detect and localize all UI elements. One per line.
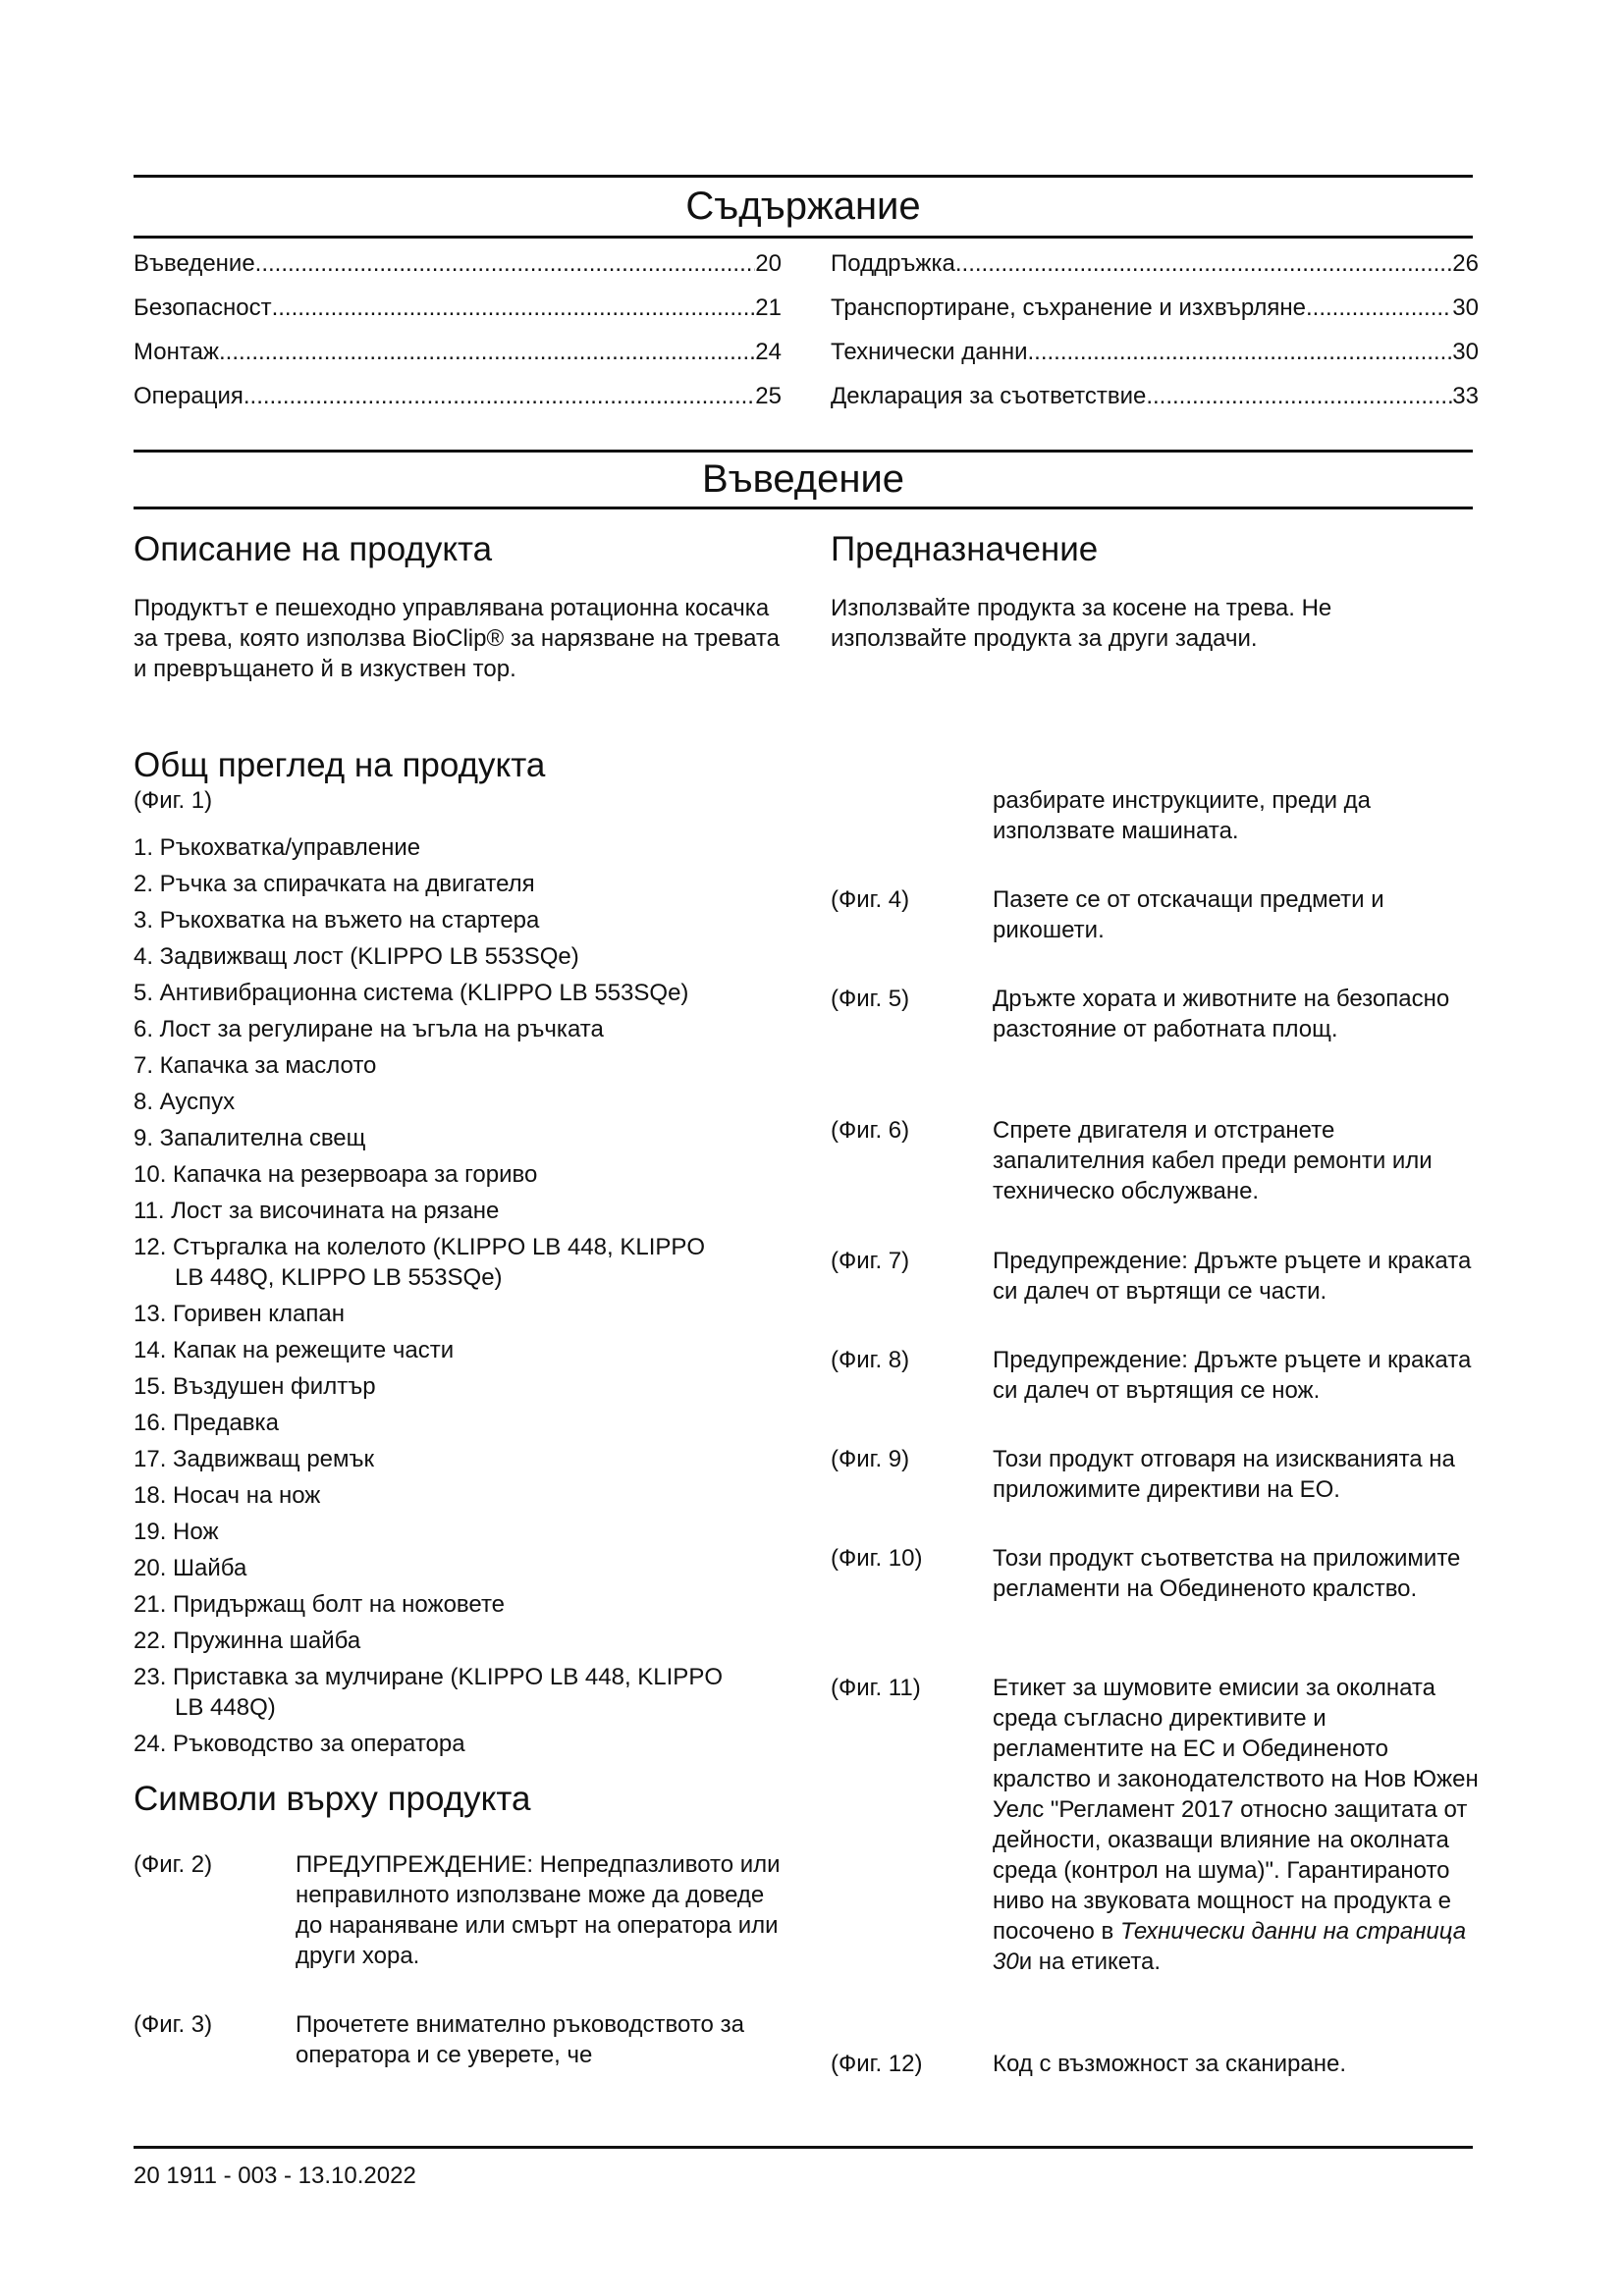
figure-ref: (Фиг. 9) <box>831 1446 910 1472</box>
intro-rule-top <box>134 450 1473 453</box>
toc-title-rule <box>134 236 1473 239</box>
toc-entry-page: 33 <box>1452 383 1479 409</box>
toc-entry[interactable] <box>831 249 1479 294</box>
toc-entry-label: Монтаж <box>134 339 219 365</box>
symbol-description: Предупреждение: Дръжте ръцете и краката си далеч от въртящи се части. <box>993 1248 1472 1305</box>
list-item: 4. Задвижващ лост (KLIPPO LB 553SQe) <box>134 943 579 970</box>
figure-ref: (Фиг. 6) <box>831 1117 910 1144</box>
symbol-entry <box>134 1849 782 1971</box>
list-item: 22. Пружинна шайба <box>134 1628 361 1654</box>
list-item: 5. Антивибрационна система (KLIPPO LB 553SQe) <box>134 980 689 1006</box>
footer-rule <box>134 2146 1473 2149</box>
toc-entry[interactable] <box>831 338 1479 382</box>
list-item: 21. Придържащ болт на ножовете <box>134 1591 506 1618</box>
figure-ref: (Фиг. 4) <box>831 886 910 913</box>
symbol-entry <box>134 2009 782 2070</box>
list-item: 2. Ръчка за спирачката на двигателя <box>134 871 535 897</box>
symbol-description: Прочетете внимателно ръководството за оператора и се уверете, че <box>296 2011 744 2068</box>
toc-entry-label: Въведение <box>134 250 255 277</box>
toc-entry[interactable] <box>134 338 782 382</box>
list-item: 13. Горивен клапан <box>134 1301 345 1327</box>
symbol-entry <box>831 984 1479 1044</box>
page-footer: 20 1911 - 003 - 13.10.2022 <box>134 2163 416 2189</box>
symbol-entry <box>831 2049 1479 2079</box>
symbol-description: Дръжте хората и животните на безопасно разстояние от работната площ. <box>993 986 1450 1042</box>
toc-leader <box>255 249 756 279</box>
symbol-description: Този продукт отговаря на изискванията на приложимите директиви на ЕО. <box>993 1446 1455 1503</box>
list-item: 6. Лост за регулиране на ъгъла на ръчката <box>134 1016 604 1042</box>
toc-entry[interactable] <box>134 294 782 338</box>
intro-title: Въведение <box>701 457 905 501</box>
toc-entry-label: Безопасност <box>134 294 272 321</box>
toc-leader <box>1306 294 1452 323</box>
description-text: Продуктът е пешеходно управлявана ротационна косачка за трева, която използва BioClip® за нарязване на тревата и превръщането й в изкуствен тор. <box>134 595 780 682</box>
toc-entry-page: 25 <box>755 383 782 409</box>
symbol-description: Този продукт съответства на приложимите регламенти на Обединеното кралство. <box>993 1545 1461 1602</box>
toc-entry-page: 30 <box>1452 294 1479 321</box>
toc-leader <box>219 338 755 367</box>
symbol-description: разбирате инструкциите, преди да използвате машината. <box>993 787 1372 844</box>
figure-ref: (Фиг. 7) <box>831 1248 910 1274</box>
symbol-entry <box>831 1115 1479 1206</box>
toc-leader <box>955 249 1452 279</box>
figure-ref: (Фиг. 8) <box>831 1347 910 1373</box>
overview-heading: Общ преглед на продукта <box>134 746 546 784</box>
toc-entry[interactable] <box>134 382 782 426</box>
list-item: 17. Задвижващ ремък <box>134 1446 375 1472</box>
symbol-entry <box>831 884 1479 945</box>
figure-ref: (Фиг. 12) <box>831 2051 923 2077</box>
intro-rule-bottom <box>134 507 1473 509</box>
description-heading: Описание на продукта <box>134 530 493 568</box>
cross-reference-link[interactable]: Технически данни на страница 30 <box>993 1918 1467 1975</box>
toc-leader <box>1146 382 1452 411</box>
toc-entry-label: Операция <box>134 383 244 409</box>
symbol-description: Етикет за шумовите емисии за околната среда съгласно директивите и регламентите на ЕС и Обединеното кралство и законодателството на Нов Южен Уелс "Регламент 2017 относно защитата от дейности, оказващи влияние на околната среда (контрол на шума)". Гарантираното ниво на звуковата мощност на продукта е посочено в Технически данни на страница 30и на етикета. <box>993 1675 1479 1975</box>
list-item: 11. Лост за височината на рязане <box>134 1198 500 1224</box>
toc-entry-page: 30 <box>1452 339 1479 365</box>
toc-leader <box>1027 338 1452 367</box>
list-item: 3. Ръкохватка на въжето на стартера <box>134 907 540 934</box>
toc-title: Съдържание <box>685 185 921 228</box>
figure-ref: (Фиг. 11) <box>831 1675 921 1701</box>
figure-ref: (Фиг. 10) <box>831 1545 923 1572</box>
toc-left-column <box>134 249 782 426</box>
list-item: 15. Въздушен филтър <box>134 1373 376 1400</box>
figure-ref: (Фиг. 3) <box>134 2011 213 2038</box>
list-item: 10. Капачка на резервоара за гориво <box>134 1161 538 1188</box>
overview-list <box>134 832 782 1765</box>
symbol-entry <box>831 1345 1479 1406</box>
list-item: 7. Капачка за маслото <box>134 1052 377 1079</box>
toc-entry-label: Транспортиране, съхранение и изхвърляне <box>831 294 1306 321</box>
symbol-description: Предупреждение: Дръжте ръцете и краката си далеч от въртящия се нож. <box>993 1347 1472 1404</box>
symbol-entry <box>831 1673 1479 1977</box>
list-item: 20. Шайба <box>134 1555 247 1581</box>
toc-entry[interactable] <box>134 249 782 294</box>
toc-entry-label: Поддръжка <box>831 250 955 277</box>
list-item: 24. Ръководство за оператора <box>134 1731 465 1757</box>
symbol-entry <box>831 1246 1479 1307</box>
symbol-description: ПРЕДУПРЕЖДЕНИЕ: Непредпазливото или неправилното използване може да доведе до нараняване или смърт на оператора или други хора. <box>296 1851 781 1969</box>
list-item: 23. Приставка за мулчиране (KLIPPO LB 448, KLIPPO LB 448Q) <box>134 1664 723 1721</box>
list-item: 1. Ръкохватка/управление <box>134 834 421 861</box>
symbol-entry <box>831 1543 1479 1604</box>
list-item: 14. Капак на режещите части <box>134 1337 455 1363</box>
figure-ref: (Фиг. 5) <box>831 986 910 1012</box>
toc-entry-page: 26 <box>1452 250 1479 277</box>
list-item: 18. Носач на нож <box>134 1482 321 1509</box>
purpose-heading: Предназначение <box>831 530 1099 568</box>
symbol-description: Пазете се от отскачащи предмети и рикошети. <box>993 886 1384 943</box>
overview-figure-ref: (Фиг. 1) <box>134 787 213 814</box>
toc-entry[interactable] <box>831 294 1479 338</box>
toc-leader <box>272 294 756 323</box>
list-item: 8. Ауспух <box>134 1089 236 1115</box>
toc-entry-page: 21 <box>755 294 782 321</box>
top-rule <box>134 175 1473 178</box>
list-item: 12. Стъргалка на колелото (KLIPPO LB 448, KLIPPO LB 448Q, KLIPPO LB 553SQe) <box>134 1234 706 1291</box>
toc-entry-label: Технически данни <box>831 339 1028 365</box>
list-item: 9. Запалителна свещ <box>134 1125 366 1151</box>
toc-entry-label: Декларация за съответствие <box>831 383 1147 409</box>
symbol-description: Спрете двигателя и отстранете запалителния кабел преди ремонти или техническо обслужване. <box>993 1117 1433 1204</box>
toc-entry-page: 20 <box>755 250 782 277</box>
symbols-heading: Символи върху продукта <box>134 1780 531 1818</box>
purpose-text: Използвайте продукта за косене на трева. Не използвайте продукта за други задачи. <box>831 595 1332 652</box>
list-item: 16. Предавка <box>134 1410 279 1436</box>
toc-right-column <box>831 249 1479 426</box>
symbol-continuation <box>831 785 1479 846</box>
list-item: 19. Нож <box>134 1519 219 1545</box>
symbol-entry <box>831 1444 1479 1505</box>
toc-entry[interactable] <box>831 382 1479 426</box>
toc-entry-page: 24 <box>755 339 782 365</box>
figure-ref: (Фиг. 2) <box>134 1851 213 1878</box>
toc-leader <box>244 382 755 411</box>
symbol-description: Код с възможност за сканиране. <box>993 2051 1347 2077</box>
